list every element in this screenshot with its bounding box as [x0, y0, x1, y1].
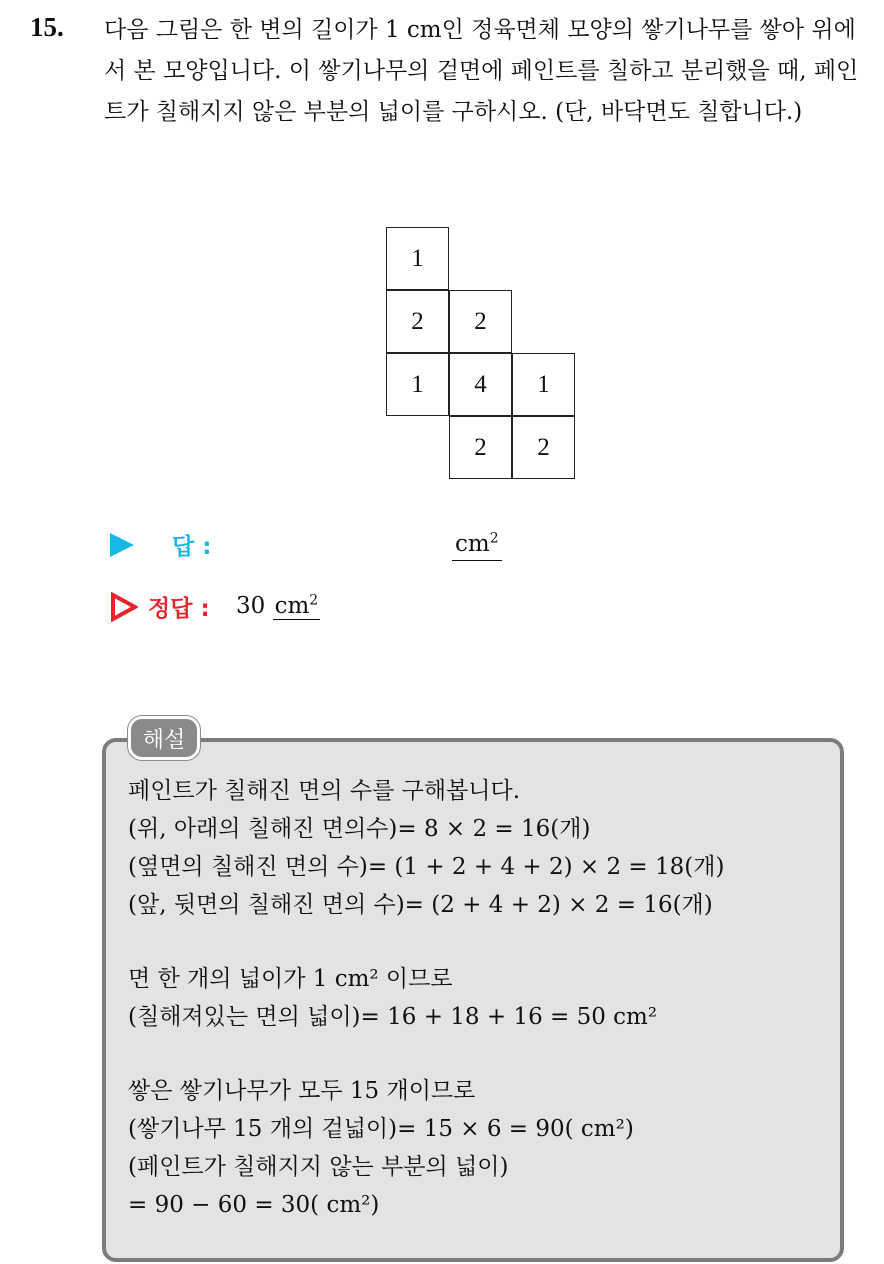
grid-cell: 1: [512, 353, 575, 416]
explanation-line: (앞, 뒷면의 칠해진 면의 수)= (2 + 4 + 2) × 2 = 16(개): [128, 892, 713, 918]
explanation-line: = 90 − 60 = 30( cm²): [128, 1192, 380, 1218]
correct-unit-base: cm: [274, 593, 310, 619]
answer-row: [110, 528, 710, 562]
stack-top-view-grid: [386, 227, 578, 482]
question-text: 다음 그림은 한 변의 길이가 1 cm인 정육면체 모양의 쌓기나무를 쌓아 위에서 본 모양입니다. 이 쌓기나무의 겉면에 페인트를 칠하고 분리했을 때, 페인트가 칠해지지 않은 부분의 넓이를 구하시오. (단, 바닥면도 칠합니다.): [104, 17, 859, 125]
answer-unit: cm: [455, 531, 490, 557]
answer-label: 답 :: [172, 534, 212, 560]
correct-number: 30: [236, 593, 266, 619]
answer-blank[interactable]: [452, 528, 502, 561]
grid-cell: 2: [386, 290, 449, 353]
explanation-box: [102, 738, 844, 1262]
explanation-tag: 해설: [128, 716, 200, 760]
grid-cell: 2: [449, 290, 512, 353]
question-number: 15.: [30, 12, 64, 42]
explanation-line: 쌓은 쌓기나무가 모두 15 개이므로: [128, 1078, 476, 1104]
grid-cell: 1: [386, 227, 449, 290]
grid-cell: 1: [386, 353, 449, 416]
correct-label: 정답 :: [148, 596, 210, 622]
explanation-body: [128, 772, 828, 1224]
correct-value: [236, 590, 320, 622]
explanation-line: 페인트가 칠해진 면의 수를 구해봅니다.: [128, 778, 521, 804]
outline-triangle-icon: [110, 592, 138, 622]
explanation-spacer: [128, 924, 828, 960]
explanation-line: (위, 아래의 칠해진 면의수)= 8 × 2 = 16(개): [128, 816, 591, 842]
correct-unit: [273, 593, 321, 620]
problem: [30, 10, 870, 133]
explanation-line: (칠해져있는 면의 넓이)= 16 + 18 + 16 = 50 cm²: [128, 1004, 658, 1030]
explanation-line: (옆면의 칠해진 면의 수)= (1 + 2 + 4 + 2) × 2 = 18(개): [128, 854, 725, 880]
explanation-line: 면 한 개의 넓이가 1 cm² 이므로: [128, 966, 453, 992]
explanation-line: (쌓기나무 15 개의 겉넓이)= 15 × 6 = 90( cm²): [128, 1116, 634, 1142]
correct-answer-row: [110, 590, 710, 624]
grid-cell: 4: [449, 353, 512, 416]
explanation-spacer: [128, 1036, 828, 1072]
explanation-line: (페인트가 칠해지지 않는 부분의 넓이): [128, 1154, 509, 1180]
play-triangle-icon: [110, 533, 134, 557]
correct-unit-exp: 2: [309, 592, 319, 609]
answer-unit-exp: 2: [489, 530, 499, 547]
grid-cell: 2: [449, 416, 512, 479]
grid-cell: 2: [512, 416, 575, 479]
